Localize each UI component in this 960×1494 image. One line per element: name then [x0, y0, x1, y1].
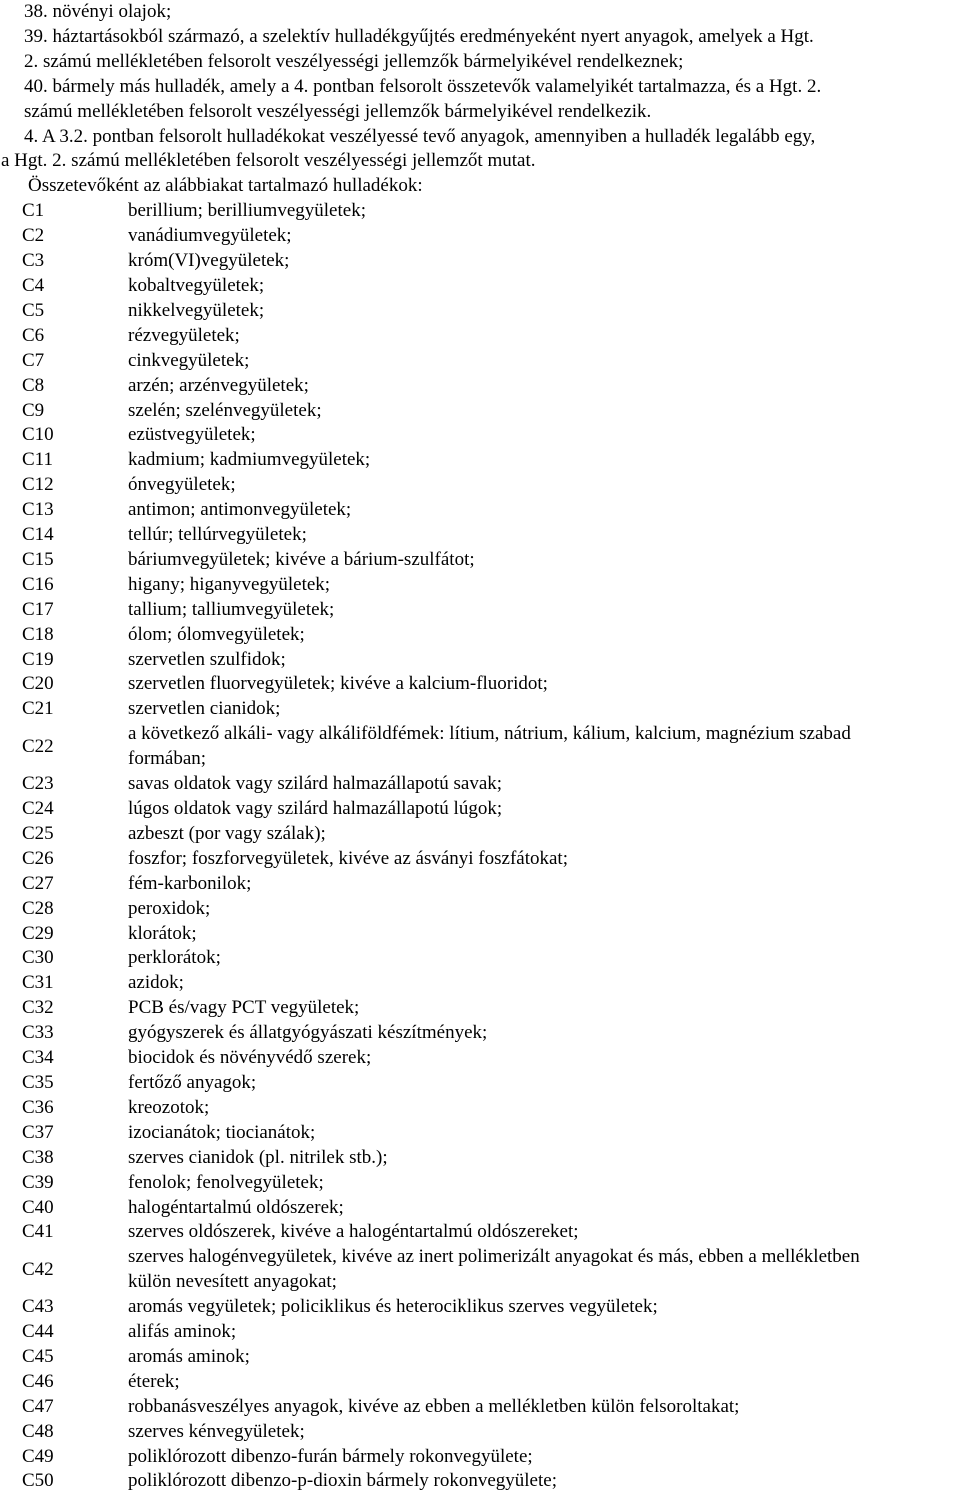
table-row [22, 448, 958, 473]
component-description-line: poliklórozott dibenzo-furán bármely rokonvegyülete; [128, 1445, 533, 1467]
component-description [128, 1320, 958, 1345]
table-row [22, 648, 958, 673]
component-code: C27 [22, 872, 54, 894]
section-4-second-line: a Hgt. 2. számú mellékletében felsorolt veszélyességi jellemzőt mutat. [1, 150, 536, 172]
component-description-line: perklorátok; [128, 947, 221, 969]
component-description [128, 299, 958, 324]
component-description-line: tellúr; tellúrvegyületek; [128, 524, 307, 546]
list-item-40: 40. bármely más hulladék, amely a 4. pontban felsorolt összetevők valamelyikét tartalmazza, és a Hgt. 2. [24, 75, 822, 97]
component-code: C34 [22, 1047, 54, 1069]
component-code: C24 [22, 798, 54, 819]
component-code: C1 [22, 200, 45, 222]
component-description-line: antimon; antimonvegyületek; [128, 499, 352, 521]
table-row [22, 548, 958, 573]
component-description-line: külön nevesített anyagokat; [128, 1271, 337, 1293]
table-row [22, 1146, 958, 1171]
component-description [128, 1071, 958, 1096]
component-code: C43 [22, 1296, 54, 1318]
component-description [128, 1370, 958, 1395]
table-row [22, 897, 958, 922]
component-description-line: fém-karbonilok; [128, 872, 252, 894]
component-description-line: biocidok és növényvédő szerek; [128, 1047, 372, 1069]
component-description [128, 922, 958, 947]
table-row [22, 249, 958, 274]
table-row [22, 623, 958, 648]
component-description-line: kreozotok; [128, 1096, 210, 1118]
component-code: C50 [22, 1470, 54, 1492]
component-description-line: vanádiumvegyületek; [128, 225, 292, 247]
component-description-line: gyógyszerek és állatgyógyászati készítmények; [128, 1022, 488, 1044]
component-description [128, 1171, 958, 1196]
component-description [128, 448, 958, 473]
component-code: C37 [22, 1121, 54, 1143]
component-description [128, 349, 958, 374]
component-code: C44 [22, 1321, 54, 1343]
table-row [22, 722, 958, 772]
component-code: C7 [22, 349, 45, 371]
component-description-line: szerves halogénvegyületek, kivéve az inert polimerizált anyagokat és más, ebben a mellékletben [128, 1246, 860, 1268]
component-description-line: halogéntartalmú oldószerek; [128, 1196, 344, 1218]
list-item-40-continuation: számú mellékletében felsorolt veszélyességi jellemzők bármelyikével rendelkezik. [24, 100, 652, 122]
component-description [128, 1096, 958, 1121]
table-row [22, 598, 958, 623]
component-description [128, 1021, 958, 1046]
table-row [22, 423, 958, 448]
table-row [22, 1420, 958, 1445]
table-row [22, 1370, 958, 1395]
component-description [128, 523, 958, 548]
component-code: C39 [22, 1171, 54, 1193]
component-code: C33 [22, 1022, 54, 1044]
table-row [22, 847, 958, 872]
component-description [128, 722, 958, 772]
component-code: C49 [22, 1445, 54, 1467]
table-row [22, 498, 958, 523]
table-row [22, 1196, 958, 1221]
component-code: C17 [22, 598, 54, 620]
component-description-line: robbanásveszélyes anyagok, kivéve az ebben a mellékletben külön felsoroltakat; [128, 1395, 740, 1417]
table-row [22, 473, 958, 498]
component-code: C48 [22, 1420, 54, 1442]
component-description [128, 548, 958, 573]
component-code: C13 [22, 499, 54, 521]
component-description-line: éterek; [128, 1370, 180, 1392]
table-row [22, 224, 958, 249]
component-code: C40 [22, 1196, 54, 1218]
component-code: C46 [22, 1370, 54, 1392]
component-description [128, 623, 958, 648]
table-row [22, 1046, 958, 1071]
components-intro: Összetevőként az alábbiakat tartalmazó hulladékok: [28, 175, 423, 197]
component-description-line: nikkelvegyületek; [128, 299, 265, 321]
component-description [128, 1196, 958, 1221]
component-code: C16 [22, 573, 54, 595]
component-code: C42 [22, 1258, 54, 1280]
table-row [22, 274, 958, 299]
component-description [128, 697, 958, 722]
table-row [22, 697, 958, 722]
table-row [22, 324, 958, 349]
component-description [128, 1469, 958, 1494]
component-code: C35 [22, 1071, 54, 1093]
component-code: C47 [22, 1395, 54, 1417]
component-description-line: savas oldatok vagy szilárd halmazállapotú savak; [128, 773, 503, 795]
component-description-line: fertőző anyagok; [128, 1071, 257, 1093]
component-description-line: rézvegyületek; [128, 324, 240, 346]
table-row [22, 1395, 958, 1420]
component-description [128, 996, 958, 1021]
component-description [128, 672, 958, 697]
component-description-line: peroxidok; [128, 897, 211, 919]
component-description [128, 473, 958, 498]
component-code: C6 [22, 324, 45, 346]
component-description-line: higany; higanyvegyületek; [128, 573, 331, 595]
component-description-line: szervetlen cianidok; [128, 698, 281, 720]
component-description-line: szerves kénvegyületek; [128, 1420, 305, 1442]
table-row [22, 523, 958, 548]
component-description [128, 598, 958, 623]
component-code: C15 [22, 548, 54, 570]
table-row [22, 872, 958, 897]
component-code: C28 [22, 897, 54, 919]
component-code: C36 [22, 1096, 54, 1118]
component-code: C5 [22, 299, 45, 321]
section-4-paragraph [0, 125, 960, 175]
component-code: C23 [22, 773, 54, 795]
table-row [22, 199, 958, 224]
component-code: C21 [22, 698, 54, 720]
component-description-line: foszfor; foszforvegyületek, kivéve az ásványi foszfátokat; [128, 847, 568, 869]
component-description [128, 1121, 958, 1146]
component-description [128, 897, 958, 922]
component-code: C18 [22, 623, 54, 645]
table-row [22, 573, 958, 598]
component-description [128, 772, 958, 797]
component-code: C9 [22, 399, 45, 421]
table-row [22, 1171, 958, 1196]
component-code: C2 [22, 225, 45, 247]
component-description-line: kadmium; kadmiumvegyületek; [128, 449, 371, 471]
component-description [128, 1046, 958, 1071]
component-description [128, 573, 958, 598]
component-description [128, 249, 958, 274]
component-description [128, 847, 958, 872]
component-description [128, 423, 958, 448]
component-description-line: aromás aminok; [128, 1345, 250, 1367]
component-code: C11 [22, 449, 53, 471]
section-4-first-line: 4. A 3.2. pontban felsorolt hulladékokat veszélyessé tevő anyagok, amennyiben a hulladék legalább egy, [24, 125, 816, 147]
table-row [22, 922, 958, 947]
table-row [22, 399, 958, 424]
component-description [128, 1345, 958, 1370]
component-description-line: klorátok; [128, 922, 197, 944]
table-row [22, 1220, 958, 1245]
component-description-line: aromás vegyületek; policiklikus és heterociklikus szerves vegyületek; [128, 1296, 658, 1318]
component-description [128, 399, 958, 424]
component-description-line: fenolok; fenolvegyületek; [128, 1171, 324, 1193]
component-description-line: lúgos oldatok vagy szilárd halmazállapotú lúgok; [128, 798, 503, 819]
component-description [128, 797, 958, 822]
component-description [128, 1220, 958, 1245]
table-row [22, 1071, 958, 1096]
component-description-line: alifás aminok; [128, 1321, 237, 1343]
table-row [22, 971, 958, 996]
component-description [128, 274, 958, 299]
table-row [22, 1345, 958, 1370]
component-description [128, 324, 958, 349]
component-code: C31 [22, 972, 54, 994]
component-description [128, 199, 958, 224]
component-description-line: a következő alkáli- vagy alkáliföldfémek: lítium, nátrium, kálium, kalcium, magnézium szabad [128, 723, 851, 745]
component-description [128, 1445, 958, 1470]
component-description-line: szerves cianidok (pl. nitrilek stb.); [128, 1146, 388, 1168]
component-code: C3 [22, 250, 45, 272]
component-description [128, 224, 958, 249]
component-description [128, 1245, 958, 1295]
component-code: C41 [22, 1221, 54, 1243]
component-code: C4 [22, 274, 45, 296]
table-row [22, 374, 958, 399]
component-description-line: tallium; talliumvegyületek; [128, 598, 335, 620]
component-description-line: ezüstvegyületek; [128, 424, 256, 446]
list-item-39-continuation: 2. számú mellékletében felsorolt veszélyességi jellemzők bármelyikével rendelkeznek; [24, 50, 684, 72]
component-description [128, 1295, 958, 1320]
component-description [128, 648, 958, 673]
component-code: C45 [22, 1345, 54, 1367]
component-description-line: szerves oldószerek, kivéve a halogéntartalmú oldószereket; [128, 1221, 579, 1243]
component-description [128, 872, 958, 897]
component-code: C32 [22, 997, 54, 1019]
table-row [22, 1469, 958, 1494]
table-row [22, 1021, 958, 1046]
component-description-line: berillium; berilliumvegyületek; [128, 200, 366, 222]
table-row [22, 1445, 958, 1470]
component-description-line: poliklórozott dibenzo-p-dioxin bármely rokonvegyülete; [128, 1470, 557, 1492]
component-description [128, 1395, 958, 1420]
component-description-line: ónvegyületek; [128, 474, 236, 496]
component-description-line: szelén; szelénvegyületek; [128, 399, 322, 421]
component-description-line: azidok; [128, 972, 184, 994]
table-row [22, 1121, 958, 1146]
table-row [22, 672, 958, 697]
table-row [22, 1096, 958, 1121]
component-description-line: PCB és/vagy PCT vegyületek; [128, 997, 360, 1019]
component-description-line: kobaltvegyületek; [128, 274, 265, 296]
component-description-line: szervetlen fluorvegyületek; kivéve a kalcium-fluoridot; [128, 673, 548, 695]
component-code: C29 [22, 922, 54, 944]
table-row [22, 996, 958, 1021]
component-description-line: ólom; ólomvegyületek; [128, 623, 305, 645]
components-table-body [22, 199, 958, 1494]
component-code: C22 [22, 735, 54, 757]
component-description [128, 946, 958, 971]
component-code: C30 [22, 947, 54, 969]
component-code: C10 [22, 424, 54, 446]
component-description [128, 1146, 958, 1171]
table-row [22, 349, 958, 374]
component-code: C38 [22, 1146, 54, 1168]
component-code: C12 [22, 474, 54, 496]
table-row [22, 946, 958, 971]
component-description-line: báriumvegyületek; kivéve a bárium-szulfátot; [128, 548, 475, 570]
table-row [22, 1320, 958, 1345]
component-code: C8 [22, 374, 45, 396]
component-description-line: izocianátok; tiocianátok; [128, 1121, 316, 1143]
component-description [128, 822, 958, 847]
list-item-39: 39. háztartásokból származó, a szelektív hulladékgyűjtés eredményeként nyert anyagok, amelyek a Hgt. [24, 25, 814, 47]
component-description-line: cinkvegyületek; [128, 349, 250, 371]
component-code: C26 [22, 847, 54, 869]
component-description [128, 971, 958, 996]
component-description [128, 498, 958, 523]
table-row [22, 1245, 958, 1295]
component-description-line: szervetlen szulfidok; [128, 648, 286, 670]
component-description [128, 374, 958, 399]
component-description-line: arzén; arzénvegyületek; [128, 374, 309, 396]
component-code: C19 [22, 648, 54, 670]
component-description-line: króm(VI)vegyületek; [128, 250, 290, 272]
list-item-38: 38. növényi olajok; [24, 1, 172, 22]
component-description [128, 1420, 958, 1445]
component-code: C14 [22, 524, 54, 546]
table-row [22, 797, 958, 822]
component-code: C20 [22, 673, 54, 695]
table-row [22, 1295, 958, 1320]
component-description-line: formában; [128, 748, 207, 770]
table-row [22, 772, 958, 797]
component-code: C25 [22, 822, 54, 844]
table-row [22, 299, 958, 324]
component-description-line: azbeszt (por vagy szálak); [128, 822, 326, 844]
components-table [22, 199, 958, 1494]
table-row [22, 822, 958, 847]
